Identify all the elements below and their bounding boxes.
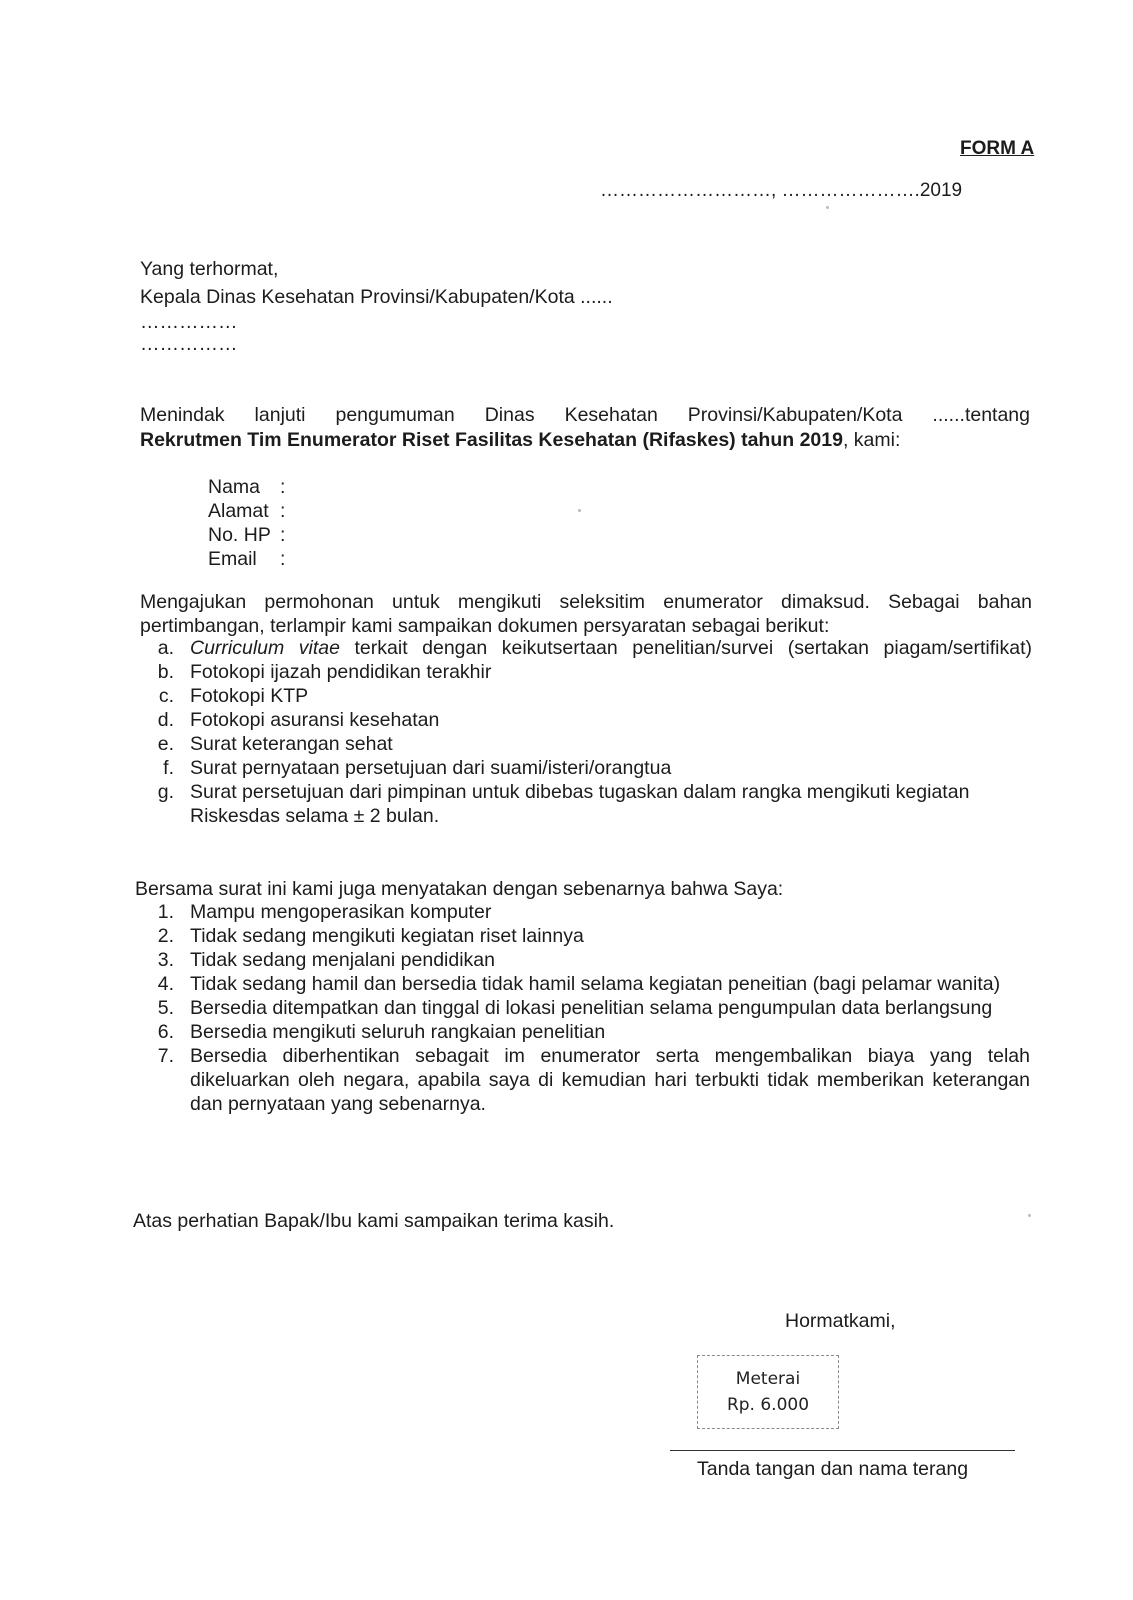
list-text: Bersedia ditempatkan dan tinggal di lokasi penelitian selama pengumpulan data berlangsung bbox=[190, 997, 993, 1019]
list-text: Bersedia diberhentikan sebagait im enumerator serta mengembalikan biaya yang telah dikeluarkan oleh negara, apabila saya di kemudian hari terbukti tidak memberikan keterangan dan pernyataan yang sebenarnya. bbox=[190, 1045, 1030, 1115]
field-email bbox=[208, 547, 285, 571]
list-marker: 4. bbox=[157, 973, 174, 995]
stamp-label: Meterai bbox=[735, 1369, 801, 1389]
list-item bbox=[140, 756, 1032, 780]
list-marker: 6. bbox=[157, 1021, 174, 1043]
list-text: Tidak sedang menjalani pendidikan bbox=[190, 949, 495, 971]
list-marker: d. bbox=[157, 709, 174, 731]
list-item bbox=[140, 972, 1030, 996]
list-item bbox=[140, 1044, 1030, 1116]
list-marker: b. bbox=[157, 661, 174, 683]
documents-list bbox=[140, 636, 1032, 828]
list-marker: 3. bbox=[157, 949, 174, 971]
field-alamat bbox=[208, 499, 285, 523]
salutation-line: Yang terhormat, bbox=[140, 258, 279, 280]
stamp-amount: Rp. 6.000 bbox=[726, 1395, 810, 1415]
closing-line: Atas perhatian Bapak/Ibu kami sampaikan terima kasih. bbox=[133, 1210, 615, 1232]
addressee-blank-2: …………… bbox=[140, 333, 238, 355]
list-text: Fotokopi KTP bbox=[190, 685, 309, 707]
list-item bbox=[140, 948, 1030, 972]
list-text: terkait dengan keikutsertaan penelitian/survei (sertakan piagam/sertifikat) bbox=[339, 637, 1032, 659]
field-separator: : bbox=[280, 548, 286, 570]
list-marker: f. bbox=[163, 757, 174, 779]
regards-line: Hormatkami, bbox=[785, 1310, 896, 1332]
field-nama bbox=[208, 475, 285, 499]
signature-caption: Tanda tangan dan nama terang bbox=[697, 1458, 969, 1480]
application-paragraph bbox=[140, 590, 1032, 638]
list-item bbox=[140, 924, 1030, 948]
field-label: Alamat bbox=[208, 500, 269, 522]
application-line-2: pertimbangan, terlampir kami sampaikan dokumen persyaratan sebagai berikut: bbox=[140, 615, 830, 637]
list-item bbox=[140, 780, 1032, 828]
list-item bbox=[140, 1020, 1030, 1044]
field-hp bbox=[208, 523, 285, 547]
list-item bbox=[140, 732, 1032, 756]
cv-italic: Curriculum vitae bbox=[190, 637, 340, 659]
list-marker: e. bbox=[157, 733, 174, 755]
signature-line bbox=[670, 1450, 1015, 1451]
list-text: Surat keterangan sehat bbox=[190, 733, 393, 755]
application-line-1: Mengajukan permohonan untuk mengikuti seleksitim enumerator dimaksud. Sebagai bahan bbox=[140, 591, 1032, 613]
field-separator: : bbox=[280, 524, 286, 546]
place-date-line: ………………………, ………………….2019 bbox=[600, 180, 963, 201]
list-marker: c. bbox=[158, 685, 174, 707]
list-text: Fotokopi ijazah pendidikan terakhir bbox=[190, 661, 492, 683]
scan-speck bbox=[1028, 1214, 1031, 1217]
field-separator: : bbox=[280, 476, 286, 498]
statement-intro: Bersama surat ini kami juga menyatakan dengan sebenarnya bahwa Saya: bbox=[135, 878, 784, 900]
stamp-duty-box bbox=[697, 1355, 839, 1429]
list-item bbox=[140, 684, 1032, 708]
list-text: Mampu mengoperasikan komputer bbox=[190, 901, 492, 923]
list-text: Surat pernyataan persetujuan dari suami/isteri/orangtua bbox=[190, 757, 672, 779]
list-item bbox=[140, 900, 1030, 924]
list-item bbox=[140, 996, 1030, 1020]
list-text: Tidak sedang hamil dan bersedia tidak hamil selama kegiatan peneitian (bagi pelamar wanita) bbox=[190, 973, 1001, 995]
field-separator: : bbox=[280, 500, 286, 522]
field-label: No. HP bbox=[208, 524, 271, 546]
intro-bold-title: Rekrutmen Tim Enumerator Riset Fasilitas Kesehatan (Rifaskes) tahun 2019 bbox=[140, 429, 843, 451]
addressee-title: Kepala Dinas Kesehatan Provinsi/Kabupaten/Kota ...... bbox=[140, 286, 613, 308]
list-item bbox=[140, 708, 1032, 732]
scan-speck bbox=[826, 206, 829, 209]
intro-line-1: Menindak lanjuti pengumuman Dinas Kesehatan Provinsi/Kabupaten/Kota ......tentang bbox=[140, 404, 1030, 426]
statements-list bbox=[140, 900, 1030, 1116]
list-text: Fotokopi asuransi kesehatan bbox=[190, 709, 440, 731]
scan-speck bbox=[578, 509, 581, 512]
list-text: Tidak sedang mengikuti kegiatan riset lainnya bbox=[190, 925, 584, 947]
list-marker: 5. bbox=[157, 997, 174, 1019]
intro-tail: , kami: bbox=[842, 429, 901, 451]
list-marker: a. bbox=[157, 637, 174, 659]
list-text: Surat persetujuan dari pimpinan untuk dibebas tugaskan dalam rangka mengikuti kegiatan Riskesdas selama ± 2 bulan. bbox=[190, 781, 970, 827]
list-marker: 1. bbox=[157, 901, 174, 923]
addressee-block bbox=[140, 255, 613, 355]
list-item bbox=[140, 660, 1032, 684]
form-label: FORM A bbox=[960, 138, 1035, 159]
list-text: Bersedia mengikuti seluruh rangkaian penelitian bbox=[190, 1021, 606, 1043]
intro-paragraph bbox=[140, 403, 1030, 453]
list-marker: 7. bbox=[157, 1045, 174, 1067]
field-label: Email bbox=[208, 548, 257, 570]
list-marker: g. bbox=[157, 781, 174, 803]
list-marker: 2. bbox=[157, 925, 174, 947]
field-label: Nama bbox=[208, 476, 261, 498]
addressee-blank-1: …………… bbox=[140, 311, 238, 333]
list-item bbox=[140, 636, 1032, 660]
applicant-fields bbox=[208, 475, 285, 571]
